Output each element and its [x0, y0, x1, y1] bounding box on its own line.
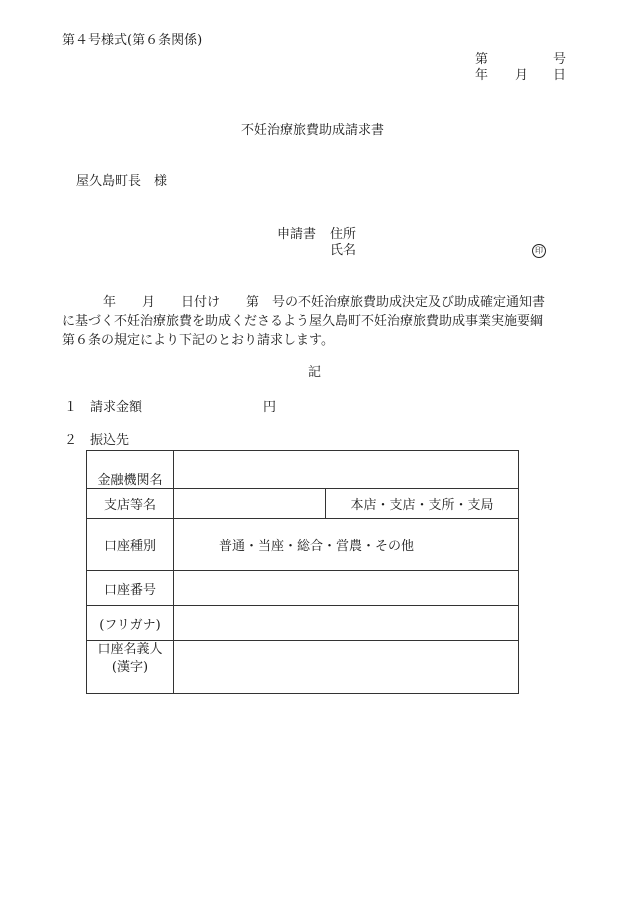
request-body — [62, 293, 562, 350]
body-line-1: 年 月 日付け 第 号の不妊治療旅費助成決定及び助成確定通知書 — [103, 295, 546, 310]
account-number-field[interactable] — [174, 571, 519, 606]
date-month-label: 月 — [515, 68, 529, 83]
furigana-label: (フリガナ) — [87, 606, 174, 641]
doc-number-prefix: 第 — [475, 52, 489, 67]
item1-number: １ — [64, 400, 78, 415]
account-holder-label — [87, 641, 174, 694]
branch-label: 支店等名 — [87, 489, 174, 519]
document-title: 不妊治療旅費助成請求書 — [241, 123, 385, 138]
furigana-field[interactable] — [174, 606, 519, 641]
seal-mark-text: 印 — [532, 244, 546, 258]
account-type-options[interactable]: 普通・当座・総合・営農・その他 — [174, 519, 519, 571]
address-label: 住所 — [330, 227, 357, 242]
account-holder-field[interactable] — [174, 641, 519, 694]
body-line-3: 第６条の規定により下記のとおり請求します。 — [62, 333, 334, 348]
branch-field[interactable] — [174, 489, 326, 519]
account-number-label: 口座番号 — [87, 571, 174, 606]
item2-label: 振込先 — [90, 433, 130, 448]
body-line-2: に基づく不妊治療旅費を助成くださるよう屋久島町不妊治療旅費助成事業実施要綱 — [62, 314, 544, 329]
addressee: 屋久島町長 様 — [76, 174, 168, 189]
applicant-label: 申請書 — [277, 227, 317, 242]
doc-number-suffix: 号 — [553, 52, 567, 67]
account-type-label: 口座種別 — [87, 519, 174, 571]
item2-number: ２ — [64, 433, 78, 448]
seal-mark-icon — [532, 243, 546, 258]
date-day-label: 日 — [553, 68, 567, 83]
account-holder-line-1: 口座名義人 — [97, 642, 163, 657]
form-number: 第４号様式(第６条関係) — [62, 33, 203, 48]
branch-type-options[interactable]: 本店・支店・支所・支局 — [326, 489, 519, 519]
bank-name-label: 金融機関名 — [87, 451, 174, 489]
bank-name-field[interactable] — [174, 451, 519, 489]
yen-unit: 円 — [263, 400, 277, 415]
account-holder-line-2: (漢字) — [111, 660, 149, 675]
ki-heading: 記 — [308, 365, 322, 380]
name-label: 氏名 — [330, 243, 357, 258]
date-year-label: 年 — [475, 68, 489, 83]
bank-details-table — [86, 450, 519, 694]
item1-label: 請求金額 — [90, 400, 143, 415]
